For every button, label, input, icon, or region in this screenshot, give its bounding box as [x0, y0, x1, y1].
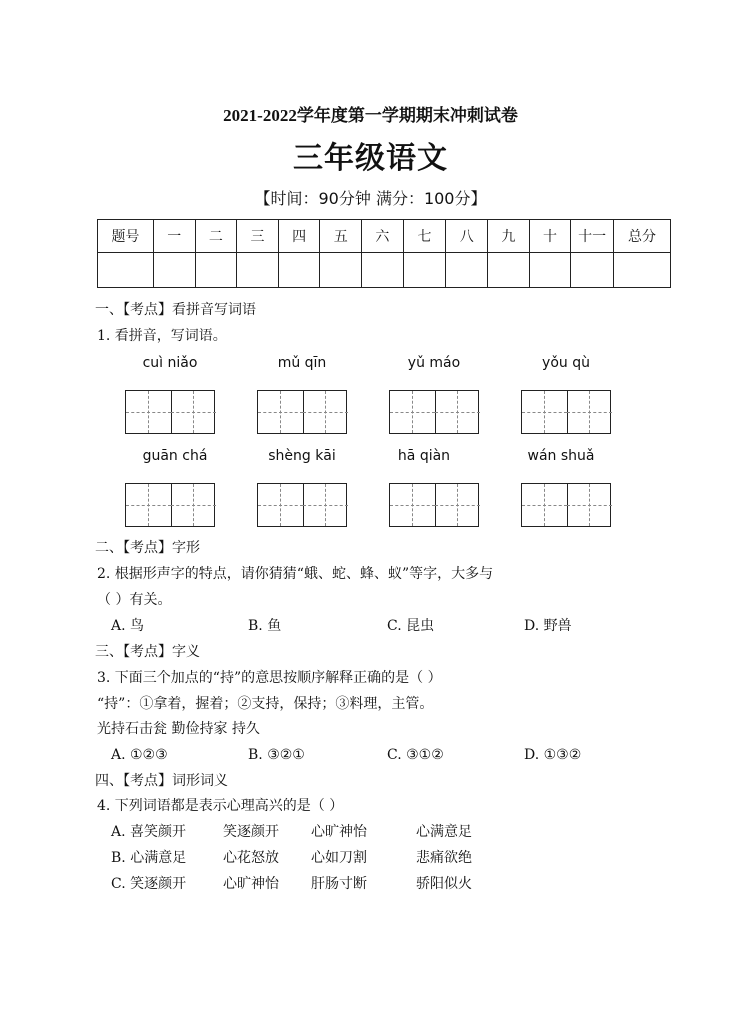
score-entry-cell[interactable]: [529, 253, 571, 288]
score-header-cell: 五: [320, 220, 362, 253]
option-word: 心旷神怡: [223, 876, 279, 892]
option-b[interactable]: B. 心满意足: [111, 850, 187, 866]
exam-title: 2021-2022学年度第一学期期末冲刺试卷: [223, 106, 518, 125]
exam-info: 【时间：90分钟 满分：100分】: [254, 189, 487, 208]
score-header-cell: 七: [403, 220, 446, 253]
option-word: 心如刀割: [311, 850, 367, 866]
writing-grid[interactable]: [521, 483, 611, 527]
score-header-cell: 十一: [571, 220, 614, 253]
option-d[interactable]: D. ①③②: [524, 747, 582, 763]
pinyin-label: yǒu qù: [542, 355, 590, 371]
option-word: 骄阳似火: [416, 876, 472, 892]
score-header-cell: 二: [195, 220, 237, 253]
score-entry-cell[interactable]: [237, 253, 279, 288]
section-4-heading: 四、【考点】词形词义: [95, 773, 228, 789]
score-entry-cell[interactable]: [488, 253, 530, 288]
writing-grid[interactable]: [125, 390, 215, 434]
pinyin-label: shèng kāi: [268, 448, 336, 464]
option-word: 笑逐颜开: [223, 824, 279, 840]
score-header-cell: 十: [529, 220, 571, 253]
score-header-row: [98, 220, 671, 253]
score-entry-cell[interactable]: [613, 253, 670, 288]
pinyin-label: wán shuǎ: [527, 448, 595, 464]
writing-grid[interactable]: [389, 483, 479, 527]
option-c[interactable]: C. ③①②: [387, 747, 444, 763]
score-entry-cell[interactable]: [571, 253, 614, 288]
question-1: 1. 看拼音，写词语。: [97, 328, 227, 344]
writing-grid[interactable]: [257, 483, 347, 527]
score-header-cell: 四: [278, 220, 320, 253]
score-entry-row: [98, 253, 671, 288]
option-word: 肝肠寸断: [311, 876, 367, 892]
option-d[interactable]: D. 野兽: [524, 618, 572, 634]
score-header-cell: 六: [362, 220, 404, 253]
option-word: 心旷神怡: [311, 824, 367, 840]
section-3-heading: 三、【考点】字义: [95, 644, 200, 660]
writing-grid[interactable]: [389, 390, 479, 434]
score-header-cell: 一: [153, 220, 195, 253]
score-header-cell: 八: [446, 220, 488, 253]
section-2-heading: 二、【考点】字形: [95, 540, 200, 556]
score-entry-cell[interactable]: [362, 253, 404, 288]
pinyin-label: mǔ qīn: [277, 355, 327, 371]
score-entry-cell[interactable]: [98, 253, 154, 288]
score-header-cell: 总分: [613, 220, 670, 253]
question-3-words: 光持石击瓮 勤俭持家 持久: [97, 721, 260, 737]
option-word: 心花怒放: [223, 850, 279, 866]
question-3: 3. 下面三个加点的“持”的意思按顺序解释正确的是（ ）: [97, 670, 442, 686]
score-header-cell: 题号: [98, 220, 154, 253]
score-entry-cell[interactable]: [320, 253, 362, 288]
option-a[interactable]: A. ①②③: [111, 747, 168, 763]
option-word: 悲痛欲绝: [416, 850, 472, 866]
score-header-cell: 三: [237, 220, 279, 253]
subject-title: 三年级语文: [293, 141, 448, 176]
option-word: 心满意足: [416, 824, 472, 840]
question-4: 4. 下列词语都是表示心理高兴的是（ ）: [97, 798, 344, 814]
score-entry-cell[interactable]: [153, 253, 195, 288]
pinyin-label: guān chá: [142, 448, 208, 464]
score-entry-cell[interactable]: [446, 253, 488, 288]
question-3-note: “持”：①拿着，握着；②支持，保持；③料理，主管。: [97, 696, 434, 712]
option-c[interactable]: C. 昆虫: [387, 618, 435, 634]
score-entry-cell[interactable]: [403, 253, 446, 288]
option-a[interactable]: A. 喜笑颜开: [111, 824, 187, 840]
question-2-line1: 2. 根据形声字的特点，请你猜猜“蛾、蛇、蜂、蚁”等字，大多与: [97, 566, 494, 582]
score-table: [97, 219, 671, 288]
pinyin-label: hā qiàn: [397, 448, 451, 464]
writing-grid[interactable]: [257, 390, 347, 434]
option-b[interactable]: B. ③②①: [248, 747, 305, 763]
section-1-heading: 一、【考点】看拼音写词语: [95, 302, 256, 318]
option-c[interactable]: C. 笑逐颜开: [111, 876, 187, 892]
score-header-cell: 九: [488, 220, 530, 253]
writing-grid[interactable]: [125, 483, 215, 527]
pinyin-label: yǔ máo: [407, 355, 461, 371]
option-b[interactable]: B. 鱼: [248, 618, 282, 634]
option-a[interactable]: A. 鸟: [111, 618, 145, 634]
score-entry-cell[interactable]: [195, 253, 237, 288]
question-2-line2: （ ）有关。: [97, 592, 172, 608]
writing-grid[interactable]: [521, 390, 611, 434]
pinyin-label: cuì niǎo: [142, 355, 198, 371]
score-entry-cell[interactable]: [278, 253, 320, 288]
